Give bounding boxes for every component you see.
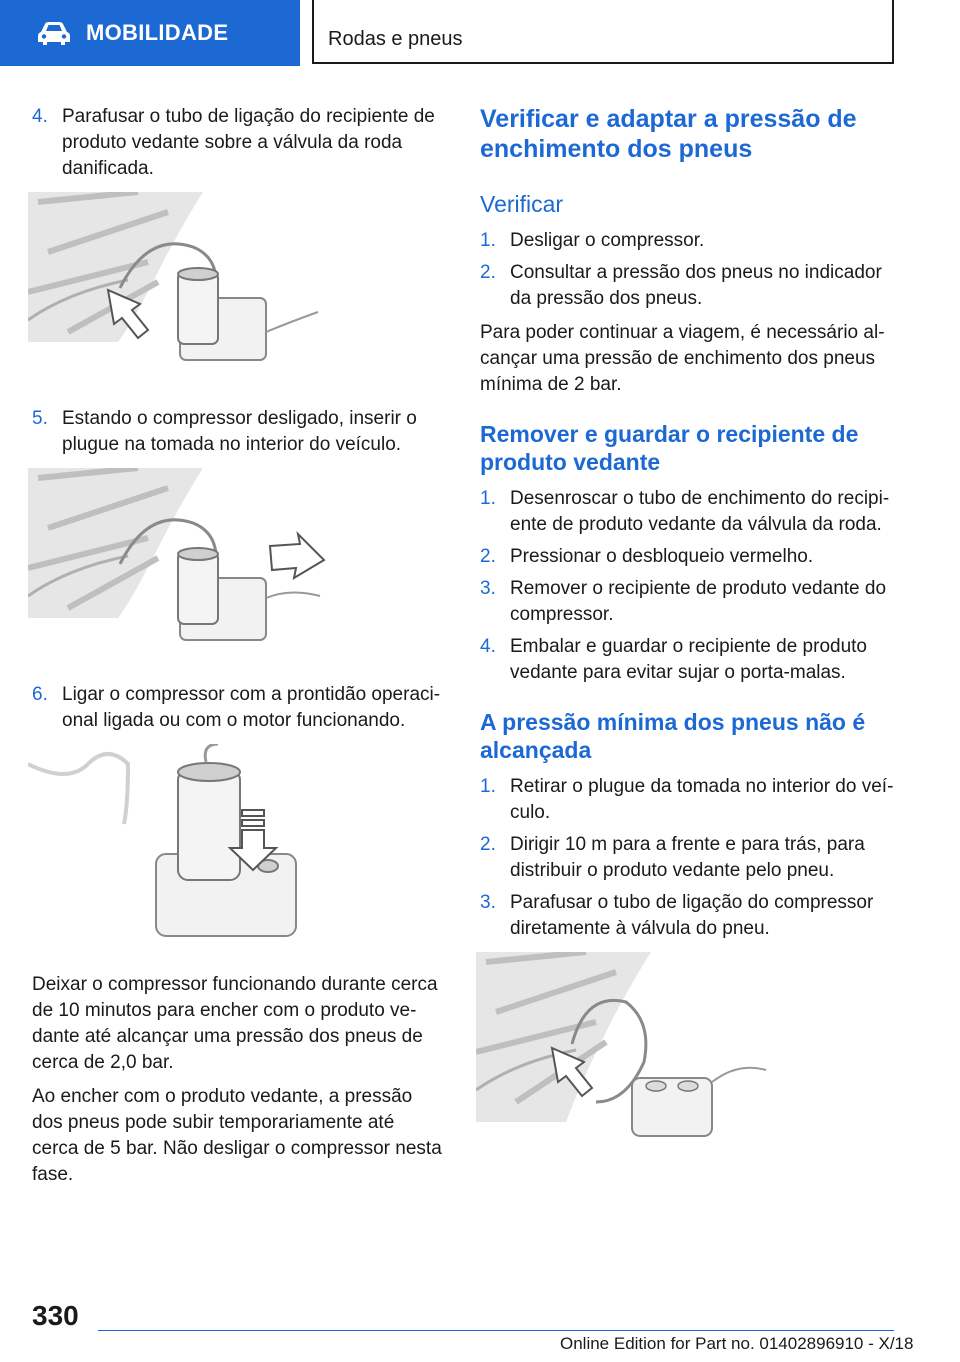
figure-insert-plug: [28, 468, 444, 664]
car-icon: [36, 20, 72, 46]
step-text: Embalar e guardar o recipiente de produto vedante para evitar sujar o porta-malas.: [510, 636, 868, 683]
step-text: Pressionar o desbloqueio vermelho.: [510, 546, 814, 567]
notreached-step-2: [480, 832, 896, 884]
check-step-1: [480, 228, 896, 254]
step-number: 2.: [480, 262, 496, 283]
paragraph-min-pressure: Para poder continuar a viagem, é necessário alcançar uma pressão de enchimento dos pneus mínima de 2 bar.: [480, 322, 885, 395]
chapter-tab: [312, 0, 894, 64]
step-text: Remover o recipiente de produto vedante do compressor.: [510, 578, 887, 625]
left-column: [32, 104, 444, 1188]
edition-note: Online Edition for Part no. 01402896910 - X/18: [560, 1334, 914, 1353]
section-heading: Verificar e adaptar a pressão de enchimento dos pneus: [480, 105, 857, 163]
step-number: 6.: [32, 684, 48, 705]
step-text: Desenroscar o tubo de enchimento do recipiente de produto vedante da válvula da roda.: [510, 488, 890, 535]
step-text: Desligar o compressor.: [510, 230, 705, 251]
section-tab: [0, 0, 300, 66]
remove-step-1: [480, 486, 896, 538]
remove-step-4: [480, 634, 896, 686]
step-number: 4.: [480, 636, 496, 657]
step-number: 1.: [480, 230, 496, 251]
step-number: 4.: [32, 106, 48, 127]
right-column: [480, 104, 896, 1166]
step-number: 1.: [480, 776, 496, 797]
step-6: [32, 682, 444, 734]
step-number: 3.: [480, 578, 496, 599]
step-text: Consultar a pressão dos pneus no indicador da pressão dos pneus.: [510, 262, 882, 309]
step-text: Dirigir 10 m para a frente e para trás, para distribuir o produto vedante pelo pneu.: [510, 834, 865, 881]
figure-switch-on: [28, 744, 444, 954]
notreached-step-3: [480, 890, 896, 942]
step-text: Ligar o compressor com a prontidão operacional ligada ou com o motor funcionando.: [62, 684, 441, 731]
subheading-not-reached: A pressão mínima dos pneus não é alcançada: [480, 709, 866, 763]
subheading-remove: Remover e guardar o recipiente de produto vedante: [480, 421, 859, 475]
section-title: MOBILIDADE: [86, 20, 229, 45]
remove-step-2: [480, 544, 896, 570]
step-text: Estando o compressor desligado, inserir o plugue na tomada no interior do veículo.: [62, 408, 417, 455]
step-text: Parafusar o tubo de ligação do recipiente de produto vedante sobre a válvula da roda danificada.: [62, 106, 435, 179]
step-number: 5.: [32, 408, 48, 429]
subheading-check: Verificar: [480, 191, 564, 217]
paragraph-pressure-note: Ao encher com o produto vedante, a pressão dos pneus pode subir temporariamente até cerca de 5 bar. Não desligar o compressor nesta fase.: [32, 1086, 442, 1185]
page-number: 330: [32, 1300, 79, 1331]
figure-connect-compressor: [476, 952, 896, 1148]
step-text: Parafusar o tubo de ligação do compressor diretamente à válvula do pneu.: [510, 892, 874, 939]
figure-connect-hose: [28, 192, 444, 388]
remove-step-3: [480, 576, 896, 628]
step-number: 2.: [480, 546, 496, 567]
step-number: 3.: [480, 892, 496, 913]
step-number: 1.: [480, 488, 496, 509]
paragraph-fill-duration: Deixar o compressor funcionando durante cerca de 10 minutos para encher com o produto vedante até alcançar uma pressão dos pneus de cerca de 2,0 bar.: [32, 974, 438, 1073]
step-text: Retirar o plugue da tomada no interior do veículo.: [510, 776, 894, 823]
step-5: [32, 406, 444, 458]
chapter-title: Rodas e pneus: [328, 28, 463, 50]
notreached-step-1: [480, 774, 896, 826]
step-number: 2.: [480, 834, 496, 855]
step-4: [32, 104, 444, 182]
footer-divider: [98, 1330, 894, 1331]
check-step-2: [480, 260, 896, 312]
